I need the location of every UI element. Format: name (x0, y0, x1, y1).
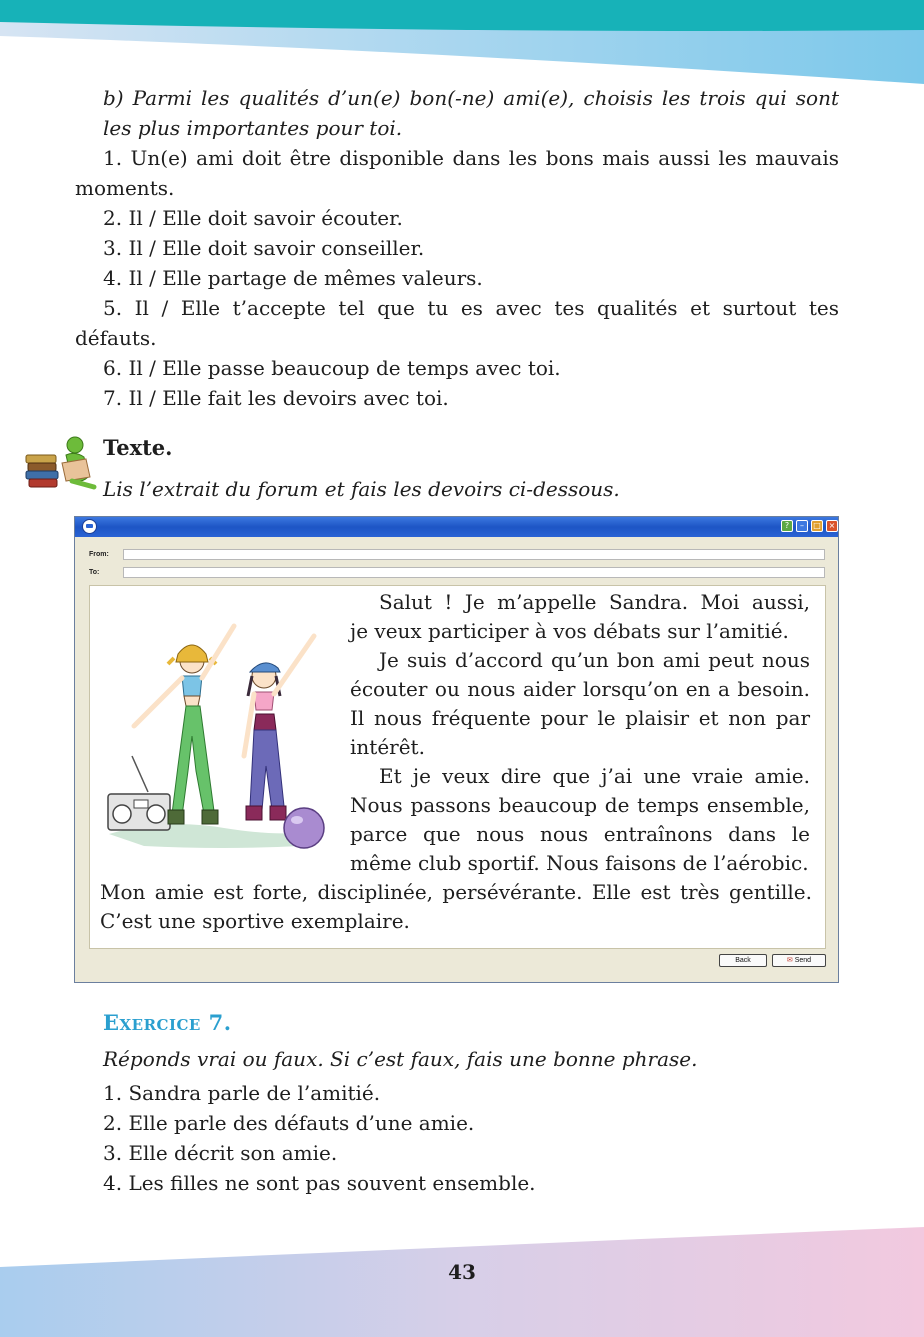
to-label: To: (89, 569, 100, 576)
from-field[interactable] (123, 549, 825, 560)
close-icon[interactable]: × (826, 520, 838, 532)
list-item: 4. Les filles ne sont pas souvent ensemble. (103, 1171, 536, 1195)
message-paragraph: Salut ! Je m’appelle Sandra. Moi aussi, (379, 590, 810, 614)
section-instruction: Lis l’extrait du forum et fais les devoirs ci-dessous. (103, 477, 620, 501)
maximize-icon[interactable]: □ (811, 520, 823, 532)
qualities-list (75, 143, 839, 413)
email-window (74, 516, 839, 983)
message-body[interactable] (89, 585, 826, 949)
list-item: 4. Il / Elle partage de mêmes valeurs. (103, 266, 483, 290)
from-label: From: (89, 551, 109, 558)
statements-list (103, 1078, 536, 1198)
to-field[interactable] (123, 567, 825, 578)
send-button[interactable] (772, 954, 826, 967)
intro-instruction: b) Parmi les qualités d’un(e) bon(-ne) ami(e), choisis les trois qui sont les plus importantes pour toi. (103, 86, 839, 140)
list-item: 6. Il / Elle passe beaucoup de temps avec toi. (103, 356, 561, 380)
send-icon: ✉ (786, 957, 795, 964)
section-title: Texte. (103, 435, 173, 460)
message-paragraph: Je suis d’accord qu’un bon ami peut nous écouter ou nous aider lorsqu’on en a besoin. Il nous fréquente pour le plaisir et non par intérêt. (350, 648, 810, 759)
help-icon[interactable]: ? (781, 520, 793, 532)
message-paragraph: Mon amie est forte, disciplinée, persévérante. Elle est très gentille. C’est une sportive exemplaire. (100, 880, 812, 933)
list-item: 3. Elle décrit son amie. (103, 1141, 338, 1165)
message-paragraph: Et je veux dire que j’ai une vraie amie. Nous passons beaucoup de temps ensemble, parce que nous nous entraînons dans le même club sportif. Nous faisons de l’aérobic. (350, 764, 810, 875)
list-item: 1. Sandra parle de l’amitié. (103, 1081, 381, 1105)
minimize-icon[interactable]: – (796, 520, 808, 532)
message-paragraph: je veux participer à vos débats sur l’amitié. (350, 619, 789, 643)
list-item: 5. Il / Elle t’accepte tel que tu es avec tes qualités et surtout tes défauts. (75, 296, 839, 350)
window-titlebar (75, 517, 838, 537)
list-item: 1. Un(e) ami doit être disponible dans les bons mais aussi les mauvais moments. (75, 146, 839, 200)
back-button[interactable]: Back (719, 954, 767, 967)
exercise-instruction: Réponds vrai ou faux. Si c’est faux, fais une bonne phrase. (103, 1047, 698, 1071)
page-number: 43 (448, 1260, 476, 1284)
reading-books-icon (24, 433, 98, 491)
send-button-label: Send (794, 957, 812, 964)
exercise-title: Exercice 7. (103, 1010, 232, 1035)
list-item: 2. Elle parle des défauts d’une amie. (103, 1111, 475, 1135)
aerobics-girls-illustration (104, 606, 329, 851)
top-decorative-band (0, 0, 924, 84)
list-item: 2. Il / Elle doit savoir écouter. (103, 206, 403, 230)
list-item: 7. Il / Elle fait les devoirs avec toi. (103, 386, 449, 410)
list-item: 3. Il / Elle doit savoir conseiller. (103, 236, 425, 260)
app-logo-icon (82, 519, 97, 534)
